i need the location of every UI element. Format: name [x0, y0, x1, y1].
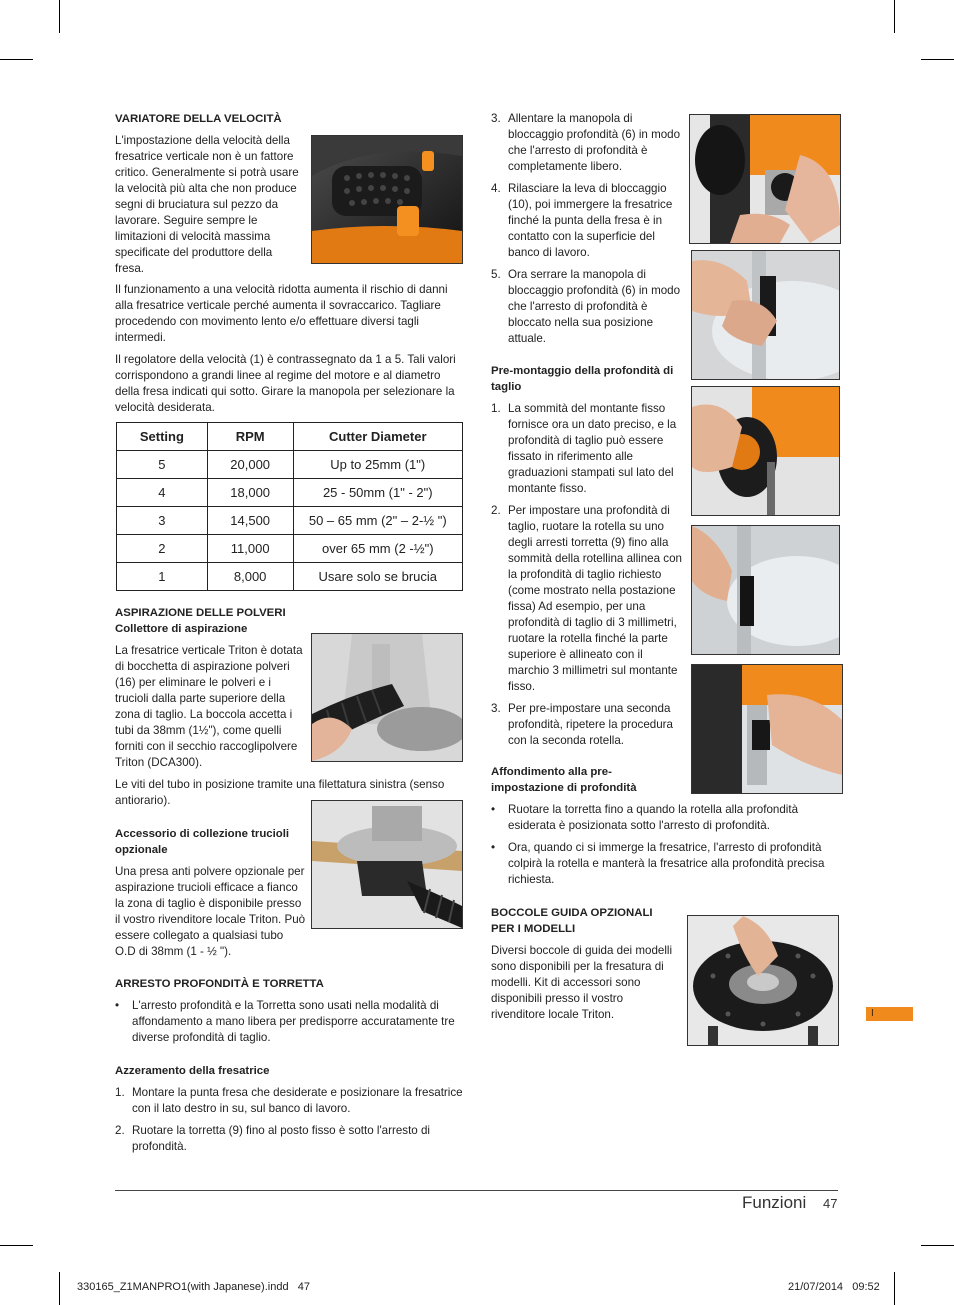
list-item-text: Ora, quando ci si immerge la fresatrice, l'arresto di profondità colpirà la rotella e manterà la fresatrice alla profondità precisa richiesta.: [508, 841, 825, 886]
paragraph: Le viti del tubo in posizione tramite una filettatura sinistra (senso antiorario).: [115, 778, 445, 807]
subheading: Pre-montaggio della profondità di taglio: [491, 365, 674, 393]
list-number: 5.: [491, 268, 501, 281]
depth-knob-illustration: [690, 115, 840, 243]
table-row: [117, 479, 463, 507]
section-heading: VARIATORE DELLA VELOCITÀ: [115, 113, 282, 125]
list-item: [115, 1085, 465, 1117]
bullet: •: [491, 803, 496, 816]
subheading: Azzeramento della fresatrice: [115, 1065, 270, 1077]
crop-mark: [894, 1272, 895, 1305]
list-item-text: L'arresto profondità e la Torretta sono usati nella modalità di affondamento a mano libera per predisporre accuratamente tre diverse profondità di taglio.: [132, 999, 455, 1044]
paragraph: Diversi boccole di guida dei modelli sono disponibili per la fresatura di modelli. Kit di accessori sono disponibili presso il vostro rivenditore locale Triton.: [491, 944, 673, 1021]
dust-section: [115, 605, 305, 771]
template-guides-section: [491, 905, 673, 1023]
crop-mark: [921, 1245, 954, 1246]
list-item: [491, 267, 684, 347]
crop-mark: [59, 1272, 60, 1305]
list-item: [491, 840, 838, 888]
depth-stop-illustration: [692, 251, 839, 379]
chip-collector-illustration: [312, 801, 462, 928]
photo-depth-stop: [691, 250, 840, 380]
list-item: [491, 181, 684, 261]
paragraph: Una presa anti polvere opzionale per aspirazione trucioli efficace a fianco la zona di taglio è disponibile presso il vostro rivenditore locale Triton. Può essere collegato a qualsiasi tubo O.D di 38mm (1 - ½ ").: [115, 865, 306, 958]
photo-depth-knob: [689, 114, 841, 244]
section-heading: BOCCOLE GUIDA OPZIONALI PER I MODELLI: [491, 907, 653, 935]
list-item-text: Ruotare la torretta fino a quando la rotella alla profondità esiderata è posizionata sotto l'arresto di profondità.: [508, 803, 799, 832]
paragraph: L'impostazione della velocità della fresatrice verticale non è un fattore critico. Generalmente si potrà usare la velocità più alta che non produce segni di bruciatura sul pezzo da lavorare. Seguire sempre le limitazioni di velocità massima specificate del produttore della fresa.: [115, 134, 299, 275]
photo-second-wheel: [691, 664, 843, 794]
table-cell: over 65 mm (2 -½"): [293, 535, 462, 563]
list-item-text: La sommità del montante fisso fornisce ora un dato preciso, e la profondità di taglio può essere fissato in riferimento alle graduazioni stampati sul lato del montante fisso.: [508, 402, 677, 495]
list-item-text: Montare la punta fresa che desiderate e posizionare la fresatrice con il lato destro in su, sul banco di lavoro.: [132, 1086, 463, 1115]
paragraph-block: [115, 282, 465, 416]
crop-mark: [921, 59, 954, 60]
table-cell: Usare solo se brucia: [293, 563, 462, 591]
table-cell: 14,500: [207, 507, 293, 535]
paragraph: Il regolatore della velocità (1) è contrassegnato da 1 a 5. Tali valori corrispondono a grandi linee al regime del motore e al diametro della fresa indicati qui sotto. Girare la manopola per selezionare la velocità desiderata.: [115, 353, 456, 414]
photo-speed-dial: [311, 135, 463, 264]
depth-scale-illustration: [692, 526, 839, 654]
second-wheel-illustration: [692, 665, 842, 793]
chapter-tab: [866, 1007, 913, 1021]
steps-continued: [491, 111, 684, 347]
bullet: •: [491, 841, 496, 854]
photo-chip-collector: [311, 800, 463, 929]
list-item: [491, 401, 684, 497]
list-item-text: Allentare la manopola di bloccaggio profondità (6) in modo che l'arresto di profondità è completamente libero.: [508, 112, 681, 173]
list-item: [491, 111, 684, 175]
crop-mark: [0, 1245, 33, 1246]
table-cell: 11,000: [207, 535, 293, 563]
crop-mark: [59, 0, 60, 33]
list-number: 2.: [491, 504, 501, 517]
zeroing-section: [115, 1063, 465, 1155]
photo-depth-scale: [691, 525, 840, 655]
table-header: RPM: [207, 423, 293, 451]
slug-filename: 330165_Z1MANPRO1(with Japanese).indd 47: [77, 1281, 310, 1293]
template-guide-illustration: [688, 916, 838, 1045]
chapter-tab-label: I: [871, 1008, 874, 1019]
table-cell: 50 – 65 mm (2" – 2-½ "): [293, 507, 462, 535]
table-header-row: [117, 423, 463, 451]
table-cell: 20,000: [207, 451, 293, 479]
list-item: [491, 503, 684, 695]
list-number: 3.: [491, 702, 501, 715]
list-item: [115, 998, 465, 1046]
table-cell: 5: [117, 451, 208, 479]
table-cell: 2: [117, 535, 208, 563]
list-number: 2.: [115, 1124, 125, 1137]
subheading: Affondimento alla pre-impostazione di profondità: [491, 766, 637, 794]
list-number: 1.: [491, 402, 501, 415]
table-row: [117, 563, 463, 591]
bullet: •: [115, 999, 120, 1012]
list-item: [115, 1123, 465, 1155]
photo-dust-port: [311, 633, 463, 762]
table-cell: 8,000: [207, 563, 293, 591]
list-number: 4.: [491, 182, 501, 195]
list-item-text: Per impostare una profondità di taglio, ruotare la rotella su uno degli arresti torretta (9) fino alla sommità della rotellina allinea con la profondità di taglio richiesto (come mostrato nella postazione fissa) Ad esempio, per una profondità di taglio di 3 millimetri, ruotare la rotella finché la parte superiore è allineato con il marchio 3 millimetri sul montante fisso.: [508, 504, 682, 693]
crop-mark: [0, 59, 33, 60]
photo-turret-wheel: [691, 386, 840, 516]
list-item-text: Ora serrare la manopola di bloccaggio profondità (6) in modo che l'arresto di profondità è bloccato nella sua posizione attuale.: [508, 268, 681, 345]
footer-divider: [115, 1190, 838, 1191]
preset-depth-section: [491, 363, 684, 749]
photo-template-guide: [687, 915, 839, 1046]
list-number: 3.: [491, 112, 501, 125]
table-cell: Up to 25mm (1"): [293, 451, 462, 479]
dust-port-illustration: [312, 634, 462, 761]
table-cell: 3: [117, 507, 208, 535]
section-heading: ASPIRAZIONE DELLE POLVERI: [115, 607, 286, 619]
subheading: Accessorio di collezione trucioli opzionale: [115, 828, 290, 856]
section-heading: ARRESTO PROFONDITÀ E TORRETTA: [115, 978, 324, 990]
chip-section: [115, 826, 307, 960]
table-header: Setting: [117, 423, 208, 451]
table-cell: 1: [117, 563, 208, 591]
list-item-text: Per pre-impostare una seconda profondità, ripetere la procedura con la seconda rotella.: [508, 702, 673, 747]
table-cell: 4: [117, 479, 208, 507]
turret-wheel-illustration: [692, 387, 839, 515]
table-row: [117, 535, 463, 563]
footer-section-title: Funzioni: [742, 1193, 807, 1212]
crop-mark: [894, 0, 895, 33]
subheading: Collettore di aspirazione: [115, 623, 248, 635]
list-item-text: Rilasciare la leva di bloccaggio (10), poi immergere la fresatrice finché la punta della fresa è in contatto con la superficie del banco di lavoro.: [508, 182, 673, 259]
list-item: [491, 802, 838, 834]
table-cell: 25 - 50mm (1" - 2"): [293, 479, 462, 507]
table-row: [117, 507, 463, 535]
footer-page-number: 47: [823, 1196, 838, 1211]
slug-date: 21/07/2014 09:52: [788, 1281, 880, 1293]
speed-dial-illustration: [312, 136, 462, 263]
list-number: 1.: [115, 1086, 125, 1099]
table-row: [117, 451, 463, 479]
paragraph: La fresatrice verticale Triton è dotata di bocchetta di aspirazione polveri (16) per eliminare le polveri e i trucioli dalla parte superiore della zona di taglio. La boccola accetta i tubi da 38mm (1½"), come quelli forniti con il secchio raccoglipolvere Triton (DCA300).: [115, 644, 303, 769]
list-item: [491, 701, 684, 749]
depth-stop-section: [115, 976, 465, 1046]
speed-table: [116, 422, 463, 591]
table-cell: 18,000: [207, 479, 293, 507]
paragraph: Il funzionamento a una velocità ridotta aumenta il rischio di danni alla fresatrice verticale perché aumenta il sovraccarico. Tagliare procedendo con movimento lento e/o effettuare diversi tagli intermedi.: [115, 283, 448, 344]
list-item-text: Ruotare la torretta (9) fino al posto fisso è sotto l'arresto di profondità.: [132, 1124, 430, 1153]
table-header: Cutter Diameter: [293, 423, 462, 451]
